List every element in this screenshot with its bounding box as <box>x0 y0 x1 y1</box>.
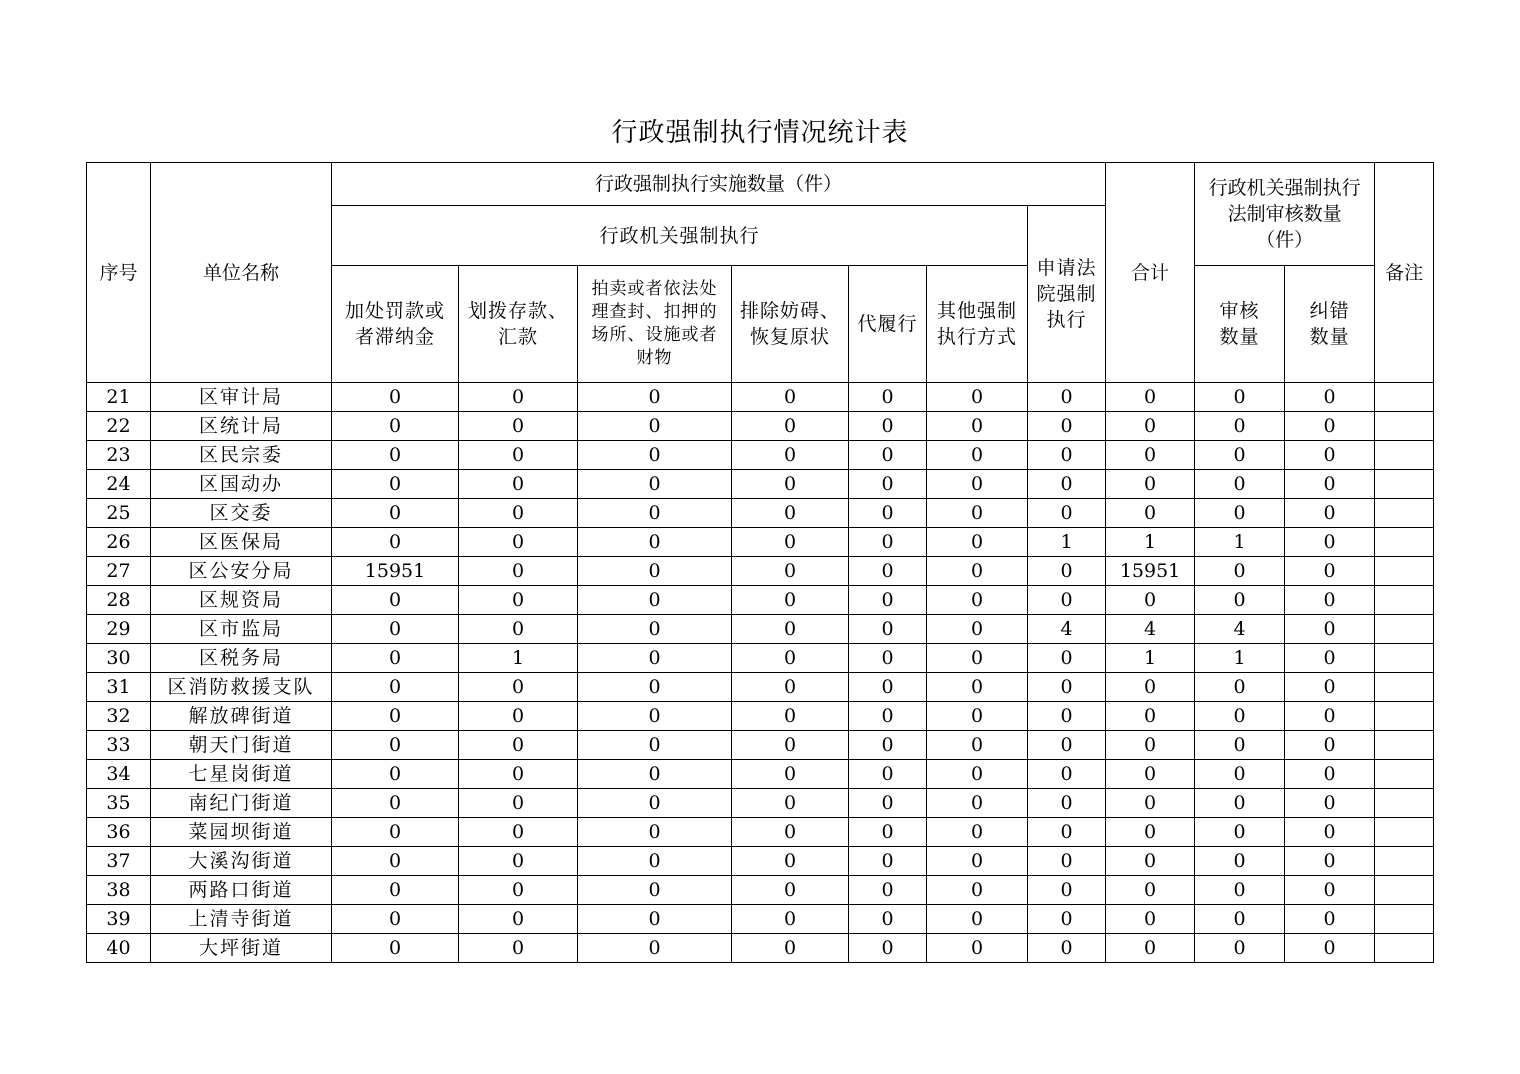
row-unit-name: 区统计局 <box>151 412 332 441</box>
row-remark <box>1375 441 1434 470</box>
row-value: 0 <box>849 760 927 789</box>
row-value: 0 <box>732 644 849 673</box>
row-value: 0 <box>332 876 459 905</box>
row-value: 0 <box>459 818 578 847</box>
row-remark <box>1375 818 1434 847</box>
row-value: 0 <box>849 934 927 963</box>
row-seq: 36 <box>87 818 151 847</box>
row-value: 0 <box>1028 499 1106 528</box>
row-seq: 29 <box>87 615 151 644</box>
row-value: 4 <box>1106 615 1195 644</box>
row-value: 0 <box>927 702 1028 731</box>
row-value: 0 <box>849 528 927 557</box>
statistics-table <box>86 162 1434 963</box>
header-remove-obstruction: 排除妨碍、 恢复原状 <box>732 266 849 383</box>
row-value: 0 <box>849 847 927 876</box>
row-value: 0 <box>1285 499 1375 528</box>
row-value: 0 <box>732 905 849 934</box>
row-value: 0 <box>1195 441 1285 470</box>
row-value: 0 <box>849 673 927 702</box>
table-row <box>87 557 1434 586</box>
row-value: 0 <box>1106 789 1195 818</box>
row-value: 0 <box>849 557 927 586</box>
row-value: 0 <box>849 876 927 905</box>
table-row <box>87 586 1434 615</box>
row-value: 0 <box>1028 760 1106 789</box>
row-value: 0 <box>732 789 849 818</box>
row-value: 0 <box>927 876 1028 905</box>
row-seq: 23 <box>87 441 151 470</box>
row-value: 0 <box>1195 702 1285 731</box>
row-value: 0 <box>1285 876 1375 905</box>
row-remark <box>1375 586 1434 615</box>
row-value: 0 <box>1106 818 1195 847</box>
header-total: 合计 <box>1106 163 1195 383</box>
row-value: 0 <box>332 528 459 557</box>
row-value: 0 <box>332 731 459 760</box>
row-value: 0 <box>732 383 849 412</box>
row-value: 0 <box>1028 673 1106 702</box>
row-value: 0 <box>849 789 927 818</box>
row-value: 0 <box>927 905 1028 934</box>
header-other-methods: 其他强制 执行方式 <box>927 266 1028 383</box>
row-value: 0 <box>578 557 732 586</box>
row-value: 0 <box>732 470 849 499</box>
row-value: 0 <box>332 673 459 702</box>
row-value: 0 <box>1195 818 1285 847</box>
row-value: 0 <box>1195 789 1285 818</box>
row-value: 0 <box>1106 905 1195 934</box>
table-body <box>87 383 1434 963</box>
row-value: 0 <box>849 731 927 760</box>
row-value: 0 <box>459 847 578 876</box>
row-seq: 32 <box>87 702 151 731</box>
row-value: 0 <box>927 731 1028 760</box>
row-value: 0 <box>1028 557 1106 586</box>
row-value: 0 <box>332 789 459 818</box>
header-review-count: 审核 数量 <box>1195 266 1285 383</box>
header-substitute-performance: 代履行 <box>849 266 927 383</box>
row-value: 0 <box>459 702 578 731</box>
row-value: 0 <box>578 470 732 499</box>
row-remark <box>1375 412 1434 441</box>
row-value: 0 <box>732 557 849 586</box>
table-row <box>87 499 1434 528</box>
row-remark <box>1375 470 1434 499</box>
row-remark <box>1375 528 1434 557</box>
row-remark <box>1375 731 1434 760</box>
row-unit-name: 朝天门街道 <box>151 731 332 760</box>
row-value: 0 <box>1285 441 1375 470</box>
row-remark <box>1375 847 1434 876</box>
row-value: 0 <box>1285 557 1375 586</box>
row-value: 0 <box>1106 760 1195 789</box>
row-value: 0 <box>578 615 732 644</box>
row-value: 0 <box>1195 557 1285 586</box>
row-value: 0 <box>1028 818 1106 847</box>
row-value: 0 <box>459 441 578 470</box>
row-value: 0 <box>1285 789 1375 818</box>
row-value: 0 <box>1106 383 1195 412</box>
header-implement-count: 行政强制执行实施数量（件） <box>332 163 1106 206</box>
row-seq: 26 <box>87 528 151 557</box>
row-value: 0 <box>1195 876 1285 905</box>
row-value: 0 <box>459 760 578 789</box>
header-review-count: 行政机关强制执行 法制审核数量 （件） <box>1195 163 1375 266</box>
row-value: 0 <box>1028 847 1106 876</box>
row-value: 0 <box>578 818 732 847</box>
header-seq: 序号 <box>87 163 151 383</box>
row-unit-name: 两路口街道 <box>151 876 332 905</box>
row-value: 4 <box>1195 615 1285 644</box>
row-unit-name: 区交委 <box>151 499 332 528</box>
row-seq: 30 <box>87 644 151 673</box>
row-value: 0 <box>927 789 1028 818</box>
row-value: 0 <box>732 615 849 644</box>
row-value: 0 <box>732 934 849 963</box>
row-value: 0 <box>332 934 459 963</box>
row-value: 0 <box>459 934 578 963</box>
row-value: 0 <box>578 673 732 702</box>
row-value: 0 <box>459 673 578 702</box>
table-row <box>87 789 1434 818</box>
row-value: 0 <box>927 760 1028 789</box>
row-value: 0 <box>459 470 578 499</box>
row-value: 0 <box>927 673 1028 702</box>
row-value: 0 <box>1285 934 1375 963</box>
row-seq: 24 <box>87 470 151 499</box>
row-value: 1 <box>1106 644 1195 673</box>
row-unit-name: 上清寺街道 <box>151 905 332 934</box>
row-remark <box>1375 673 1434 702</box>
row-value: 0 <box>1195 470 1285 499</box>
row-value: 0 <box>332 470 459 499</box>
row-unit-name: 大溪沟街道 <box>151 847 332 876</box>
row-value: 0 <box>1285 702 1375 731</box>
row-remark <box>1375 644 1434 673</box>
row-value: 0 <box>1106 586 1195 615</box>
row-value: 0 <box>1285 412 1375 441</box>
table-row <box>87 383 1434 412</box>
row-remark <box>1375 499 1434 528</box>
row-value: 4 <box>1028 615 1106 644</box>
row-value: 0 <box>1028 731 1106 760</box>
row-value: 0 <box>1028 644 1106 673</box>
row-value: 0 <box>578 644 732 673</box>
row-value: 0 <box>1285 731 1375 760</box>
row-unit-name: 大坪街道 <box>151 934 332 963</box>
row-value: 0 <box>927 818 1028 847</box>
table-row <box>87 470 1434 499</box>
row-value: 0 <box>459 586 578 615</box>
header-correct-count: 纠错 数量 <box>1285 266 1375 383</box>
row-value: 0 <box>578 499 732 528</box>
row-unit-name: 区消防救援支队 <box>151 673 332 702</box>
row-value: 0 <box>849 615 927 644</box>
row-value: 0 <box>732 412 849 441</box>
row-remark <box>1375 557 1434 586</box>
row-value: 0 <box>1285 644 1375 673</box>
header-fine-late-fee: 加处罚款或 者滞纳金 <box>332 266 459 383</box>
row-value: 0 <box>1106 441 1195 470</box>
row-value: 0 <box>732 673 849 702</box>
row-value: 0 <box>1195 760 1285 789</box>
table-row <box>87 731 1434 760</box>
row-value: 0 <box>927 557 1028 586</box>
row-value: 0 <box>849 644 927 673</box>
row-seq: 39 <box>87 905 151 934</box>
row-seq: 27 <box>87 557 151 586</box>
row-value: 0 <box>927 644 1028 673</box>
row-seq: 22 <box>87 412 151 441</box>
row-value: 0 <box>1106 847 1195 876</box>
row-remark <box>1375 383 1434 412</box>
header-court-enforcement: 申请法 院强制 执行 <box>1028 206 1106 383</box>
table-row <box>87 702 1434 731</box>
table-row <box>87 441 1434 470</box>
row-value: 0 <box>332 412 459 441</box>
row-value: 0 <box>1285 528 1375 557</box>
row-value: 0 <box>1195 673 1285 702</box>
table-row <box>87 847 1434 876</box>
row-value: 0 <box>578 760 732 789</box>
row-value: 0 <box>1028 383 1106 412</box>
row-unit-name: 区规资局 <box>151 586 332 615</box>
table-row <box>87 615 1434 644</box>
row-seq: 25 <box>87 499 151 528</box>
row-remark <box>1375 615 1434 644</box>
row-value: 0 <box>849 412 927 441</box>
row-value: 0 <box>927 499 1028 528</box>
row-value: 0 <box>1285 905 1375 934</box>
table-row <box>87 818 1434 847</box>
row-value: 0 <box>1285 818 1375 847</box>
row-unit-name: 区税务局 <box>151 644 332 673</box>
row-remark <box>1375 789 1434 818</box>
row-value: 0 <box>927 847 1028 876</box>
row-value: 1 <box>1195 528 1285 557</box>
header-admin-enforcement: 行政机关强制执行 <box>332 206 1028 266</box>
row-value: 0 <box>578 412 732 441</box>
row-value: 0 <box>332 847 459 876</box>
row-seq: 37 <box>87 847 151 876</box>
row-value: 0 <box>578 528 732 557</box>
row-value: 0 <box>1285 615 1375 644</box>
row-value: 0 <box>332 499 459 528</box>
row-value: 0 <box>732 760 849 789</box>
row-value: 0 <box>1285 470 1375 499</box>
row-value: 0 <box>1028 470 1106 499</box>
row-seq: 34 <box>87 760 151 789</box>
row-unit-name: 区医保局 <box>151 528 332 557</box>
row-value: 0 <box>1195 383 1285 412</box>
row-value: 0 <box>1195 905 1285 934</box>
row-value: 0 <box>1195 499 1285 528</box>
header-remark: 备注 <box>1375 163 1434 383</box>
row-value: 0 <box>1285 847 1375 876</box>
page-title: 行政强制执行情况统计表 <box>611 118 909 148</box>
table-row <box>87 528 1434 557</box>
row-value: 0 <box>732 818 849 847</box>
table-row <box>87 644 1434 673</box>
row-value: 0 <box>849 499 927 528</box>
table-row <box>87 412 1434 441</box>
row-value: 0 <box>1285 760 1375 789</box>
row-value: 0 <box>732 441 849 470</box>
row-value: 0 <box>578 586 732 615</box>
row-unit-name: 南纪门街道 <box>151 789 332 818</box>
row-value: 0 <box>849 905 927 934</box>
row-value: 0 <box>849 818 927 847</box>
row-value: 0 <box>332 818 459 847</box>
row-value: 0 <box>1028 702 1106 731</box>
row-value: 15951 <box>332 557 459 586</box>
row-value: 0 <box>578 876 732 905</box>
row-value: 0 <box>1106 412 1195 441</box>
row-value: 0 <box>1028 934 1106 963</box>
row-value: 0 <box>332 905 459 934</box>
row-value: 0 <box>459 499 578 528</box>
row-value: 0 <box>1106 702 1195 731</box>
row-value: 0 <box>578 789 732 818</box>
row-value: 1 <box>1195 644 1285 673</box>
row-value: 0 <box>578 441 732 470</box>
row-value: 0 <box>578 905 732 934</box>
row-unit-name: 区审计局 <box>151 383 332 412</box>
row-value: 0 <box>1285 383 1375 412</box>
row-value: 0 <box>732 847 849 876</box>
row-value: 0 <box>1028 876 1106 905</box>
row-value: 0 <box>927 615 1028 644</box>
row-seq: 21 <box>87 383 151 412</box>
row-unit-name: 区市监局 <box>151 615 332 644</box>
row-value: 0 <box>332 383 459 412</box>
row-value: 0 <box>332 615 459 644</box>
row-value: 0 <box>578 934 732 963</box>
row-value: 0 <box>459 557 578 586</box>
row-value: 0 <box>1028 905 1106 934</box>
row-value: 0 <box>1028 412 1106 441</box>
row-remark <box>1375 934 1434 963</box>
row-remark <box>1375 876 1434 905</box>
row-value: 0 <box>1028 789 1106 818</box>
row-remark <box>1375 905 1434 934</box>
row-value: 1 <box>1106 528 1195 557</box>
row-value: 0 <box>459 528 578 557</box>
row-value: 0 <box>332 702 459 731</box>
row-unit-name: 区公安分局 <box>151 557 332 586</box>
row-seq: 28 <box>87 586 151 615</box>
row-value: 0 <box>927 586 1028 615</box>
row-value: 0 <box>578 702 732 731</box>
row-value: 0 <box>1106 499 1195 528</box>
row-value: 15951 <box>1106 557 1195 586</box>
row-value: 0 <box>332 586 459 615</box>
row-value: 0 <box>332 644 459 673</box>
row-value: 0 <box>1106 934 1195 963</box>
row-value: 0 <box>1285 586 1375 615</box>
row-value: 0 <box>1106 731 1195 760</box>
row-seq: 35 <box>87 789 151 818</box>
row-value: 0 <box>927 412 1028 441</box>
table-row <box>87 934 1434 963</box>
header-auction-seized: 拍卖或者依法处 理查封、扣押的 场所、设施或者 财物 <box>578 266 732 383</box>
row-value: 0 <box>732 731 849 760</box>
row-value: 0 <box>1285 673 1375 702</box>
row-value: 0 <box>927 470 1028 499</box>
row-value: 0 <box>1106 876 1195 905</box>
table-row <box>87 876 1434 905</box>
row-seq: 38 <box>87 876 151 905</box>
row-value: 0 <box>1106 673 1195 702</box>
row-value: 0 <box>1195 586 1285 615</box>
row-value: 0 <box>732 528 849 557</box>
row-value: 0 <box>459 876 578 905</box>
row-value: 0 <box>1195 934 1285 963</box>
header-transfer-deposit: 划拨存款、 汇款 <box>459 266 578 383</box>
row-unit-name: 区国动办 <box>151 470 332 499</box>
row-value: 0 <box>459 731 578 760</box>
row-value: 0 <box>459 905 578 934</box>
row-value: 0 <box>459 383 578 412</box>
row-unit-name: 解放碑街道 <box>151 702 332 731</box>
row-value: 0 <box>1195 731 1285 760</box>
row-value: 0 <box>332 760 459 789</box>
row-value: 0 <box>332 441 459 470</box>
table-row <box>87 760 1434 789</box>
row-value: 0 <box>732 586 849 615</box>
row-value: 0 <box>849 441 927 470</box>
table-row <box>87 673 1434 702</box>
row-value: 0 <box>459 615 578 644</box>
row-value: 0 <box>459 412 578 441</box>
row-value: 1 <box>1028 528 1106 557</box>
row-value: 0 <box>459 789 578 818</box>
row-value: 0 <box>1028 441 1106 470</box>
row-value: 0 <box>849 702 927 731</box>
row-value: 0 <box>927 528 1028 557</box>
row-seq: 31 <box>87 673 151 702</box>
row-value: 0 <box>578 731 732 760</box>
row-seq: 40 <box>87 934 151 963</box>
row-unit-name: 七星岗街道 <box>151 760 332 789</box>
row-unit-name: 区民宗委 <box>151 441 332 470</box>
row-value: 0 <box>849 383 927 412</box>
row-value: 0 <box>1195 412 1285 441</box>
row-value: 0 <box>1106 470 1195 499</box>
row-value: 0 <box>927 934 1028 963</box>
row-value: 0 <box>1195 847 1285 876</box>
row-value: 0 <box>578 383 732 412</box>
row-value: 0 <box>927 441 1028 470</box>
row-value: 0 <box>578 847 732 876</box>
row-value: 0 <box>849 586 927 615</box>
row-value: 0 <box>1028 586 1106 615</box>
row-value: 0 <box>732 702 849 731</box>
row-remark <box>1375 760 1434 789</box>
row-seq: 33 <box>87 731 151 760</box>
row-remark <box>1375 702 1434 731</box>
row-value: 1 <box>459 644 578 673</box>
row-unit-name: 菜园坝街道 <box>151 818 332 847</box>
row-value: 0 <box>732 876 849 905</box>
row-value: 0 <box>927 383 1028 412</box>
row-value: 0 <box>732 499 849 528</box>
header-unit-name: 单位名称 <box>151 163 332 383</box>
table-row <box>87 905 1434 934</box>
row-value: 0 <box>849 470 927 499</box>
